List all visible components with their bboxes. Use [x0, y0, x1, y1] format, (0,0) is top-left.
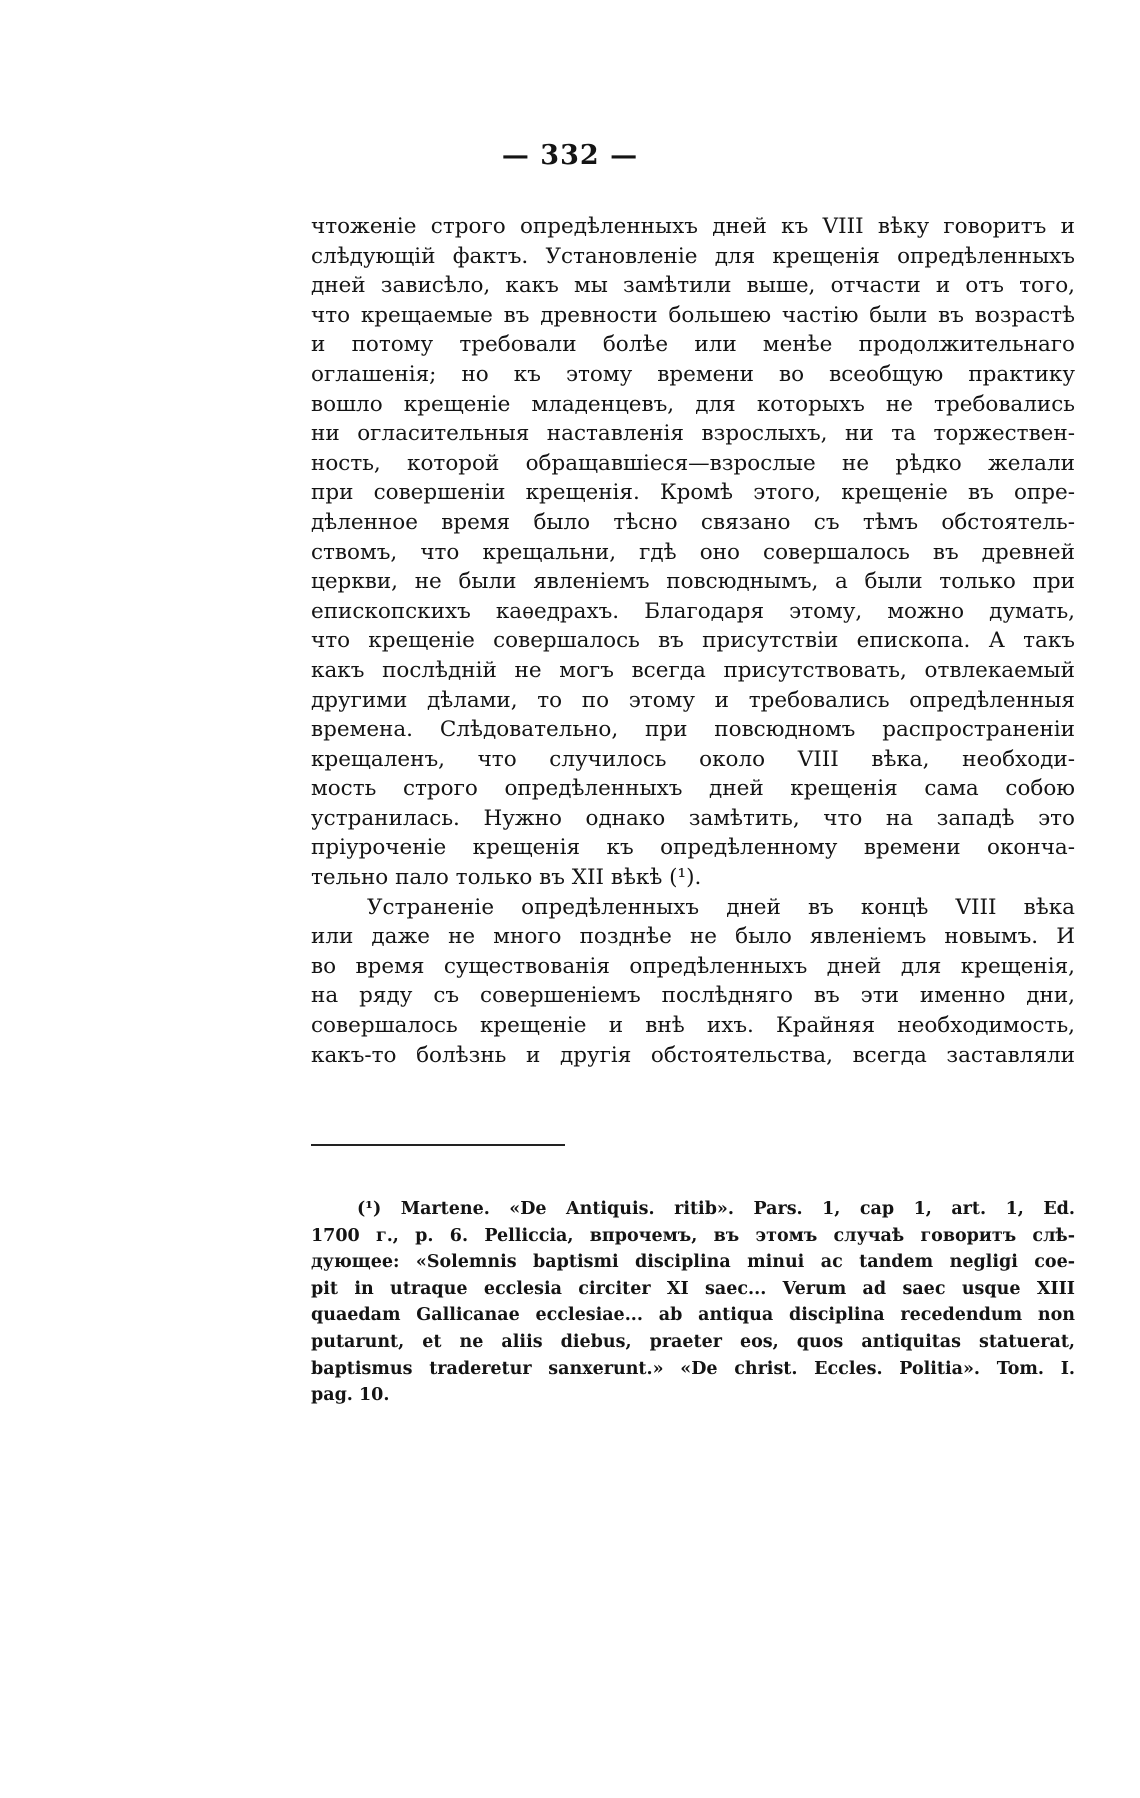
- footnote-divider: [311, 1144, 565, 1146]
- text-line: тельно пало только въ XII вѣкѣ (¹).: [311, 865, 702, 891]
- text-line: мость строго опредѣленныхъ дней крещенія сама собою: [311, 776, 1075, 802]
- text-line: и потому требовали болѣе или менѣе продолжительнаго: [311, 332, 1075, 358]
- footnote-line: quaedam Gallicanae ecclesiae... ab antiqua disciplina recedendum non: [311, 1305, 1075, 1326]
- text-line: во время существованія опредѣленныхъ дней для крещенія,: [311, 953, 1075, 979]
- text-line: ни огласительныя наставленія взрослыхъ, ни та торжествен-: [311, 421, 1075, 447]
- text-line: церкви, не были явленіемъ повсюднымъ, а были только при: [311, 569, 1075, 595]
- text-line: оглашенія; но къ этому времени во всеобщую практику: [311, 361, 1075, 387]
- text-line: какъ послѣдній не могъ всегда присутствовать, отвлекаемый: [311, 657, 1075, 683]
- page-number: — 332 —: [501, 140, 639, 171]
- text-line: вошло крещеніе младенцевъ, для которыхъ не требовались: [311, 391, 1075, 417]
- footnote-line: дующее: «Solemnis baptismi disciplina minui ac tandem negligi coe-: [311, 1252, 1075, 1273]
- text-line: чтоженіе строго опредѣленныхъ дней къ VIII вѣку говоритъ и: [311, 214, 1075, 239]
- text-line: что крещеніе совершалось въ присутствіи епископа. А такъ: [311, 628, 1075, 654]
- text-line: или даже не много позднѣе не было явленіемъ новымъ. И: [311, 924, 1075, 950]
- text-line: Устраненіе опредѣленныхъ дней въ концѣ VIII вѣка: [367, 894, 1075, 920]
- text-line: ствомъ, что крещальни, гдѣ оно совершалось въ древней: [311, 539, 1075, 565]
- body-text: [311, 212, 1075, 1070]
- text-line: дѣленное время было тѣсно связано съ тѣмъ обстоятель-: [311, 509, 1075, 535]
- text-line: крещаленъ, что случилось около VIII вѣка, необходи-: [311, 746, 1075, 772]
- text-line: пріуроченіе крещенія къ опредѣленному времени оконча-: [311, 835, 1075, 861]
- text-line: при совершеніи крещенія. Кромѣ этого, крещеніе въ опре-: [311, 480, 1075, 506]
- footnotes: [311, 1196, 1075, 1409]
- text-line: слѣдующій фактъ. Установленіе для крещенія опредѣленныхъ: [311, 243, 1075, 269]
- text-line: устранилась. Нужно однако замѣтить, что на западѣ это: [311, 805, 1075, 831]
- text-line: епископскихъ каѳедрахъ. Благодаря этому, можно думать,: [311, 598, 1075, 624]
- text-line: что крещаемые въ древности большею частію были въ возрастѣ: [311, 302, 1075, 328]
- text-line: на ряду съ совершеніемъ послѣдняго въ эти именно дни,: [311, 983, 1075, 1009]
- footnote-line: pit in utraque ecclesia circiter XI saec... Verum ad saec usque XIII: [311, 1278, 1075, 1299]
- footnote-line: putarunt, et ne aliis diebus, praeter eos, quos antiquitas statuerat,: [311, 1331, 1075, 1352]
- text-line: какъ-то болѣзнь и другія обстоятельства, всегда заставляли: [311, 1042, 1075, 1068]
- footnote-line: baptismus traderetur sanxerunt.» «De christ. Eccles. Politia». Tom. I.: [311, 1358, 1075, 1379]
- footnote-line: 1700 г., р. 6. Pelliccia, впрочемъ, въ этомъ случаѣ говоритъ слѣ-: [311, 1225, 1075, 1246]
- text-line: времена. Слѣдовательно, при повсюдномъ распространеніи: [311, 717, 1075, 743]
- text-line: дней зависѣло, какъ мы замѣтили выше, отчасти и отъ того,: [311, 273, 1075, 299]
- footnote-line: pag. 10.: [311, 1385, 390, 1406]
- text-line: ность, которой обращавшіеся—взрослые не рѣдко желали: [311, 450, 1075, 476]
- text-line: другими дѣлами, то по этому и требовались опредѣленныя: [311, 687, 1075, 713]
- text-line: совершалось крещеніе и внѣ ихъ. Крайняя необходимость,: [311, 1013, 1075, 1039]
- footnote-line: (¹) Martene. «De Antiquis. ritib». Pars. 1, cap 1, art. 1, Ed.: [357, 1199, 1075, 1219]
